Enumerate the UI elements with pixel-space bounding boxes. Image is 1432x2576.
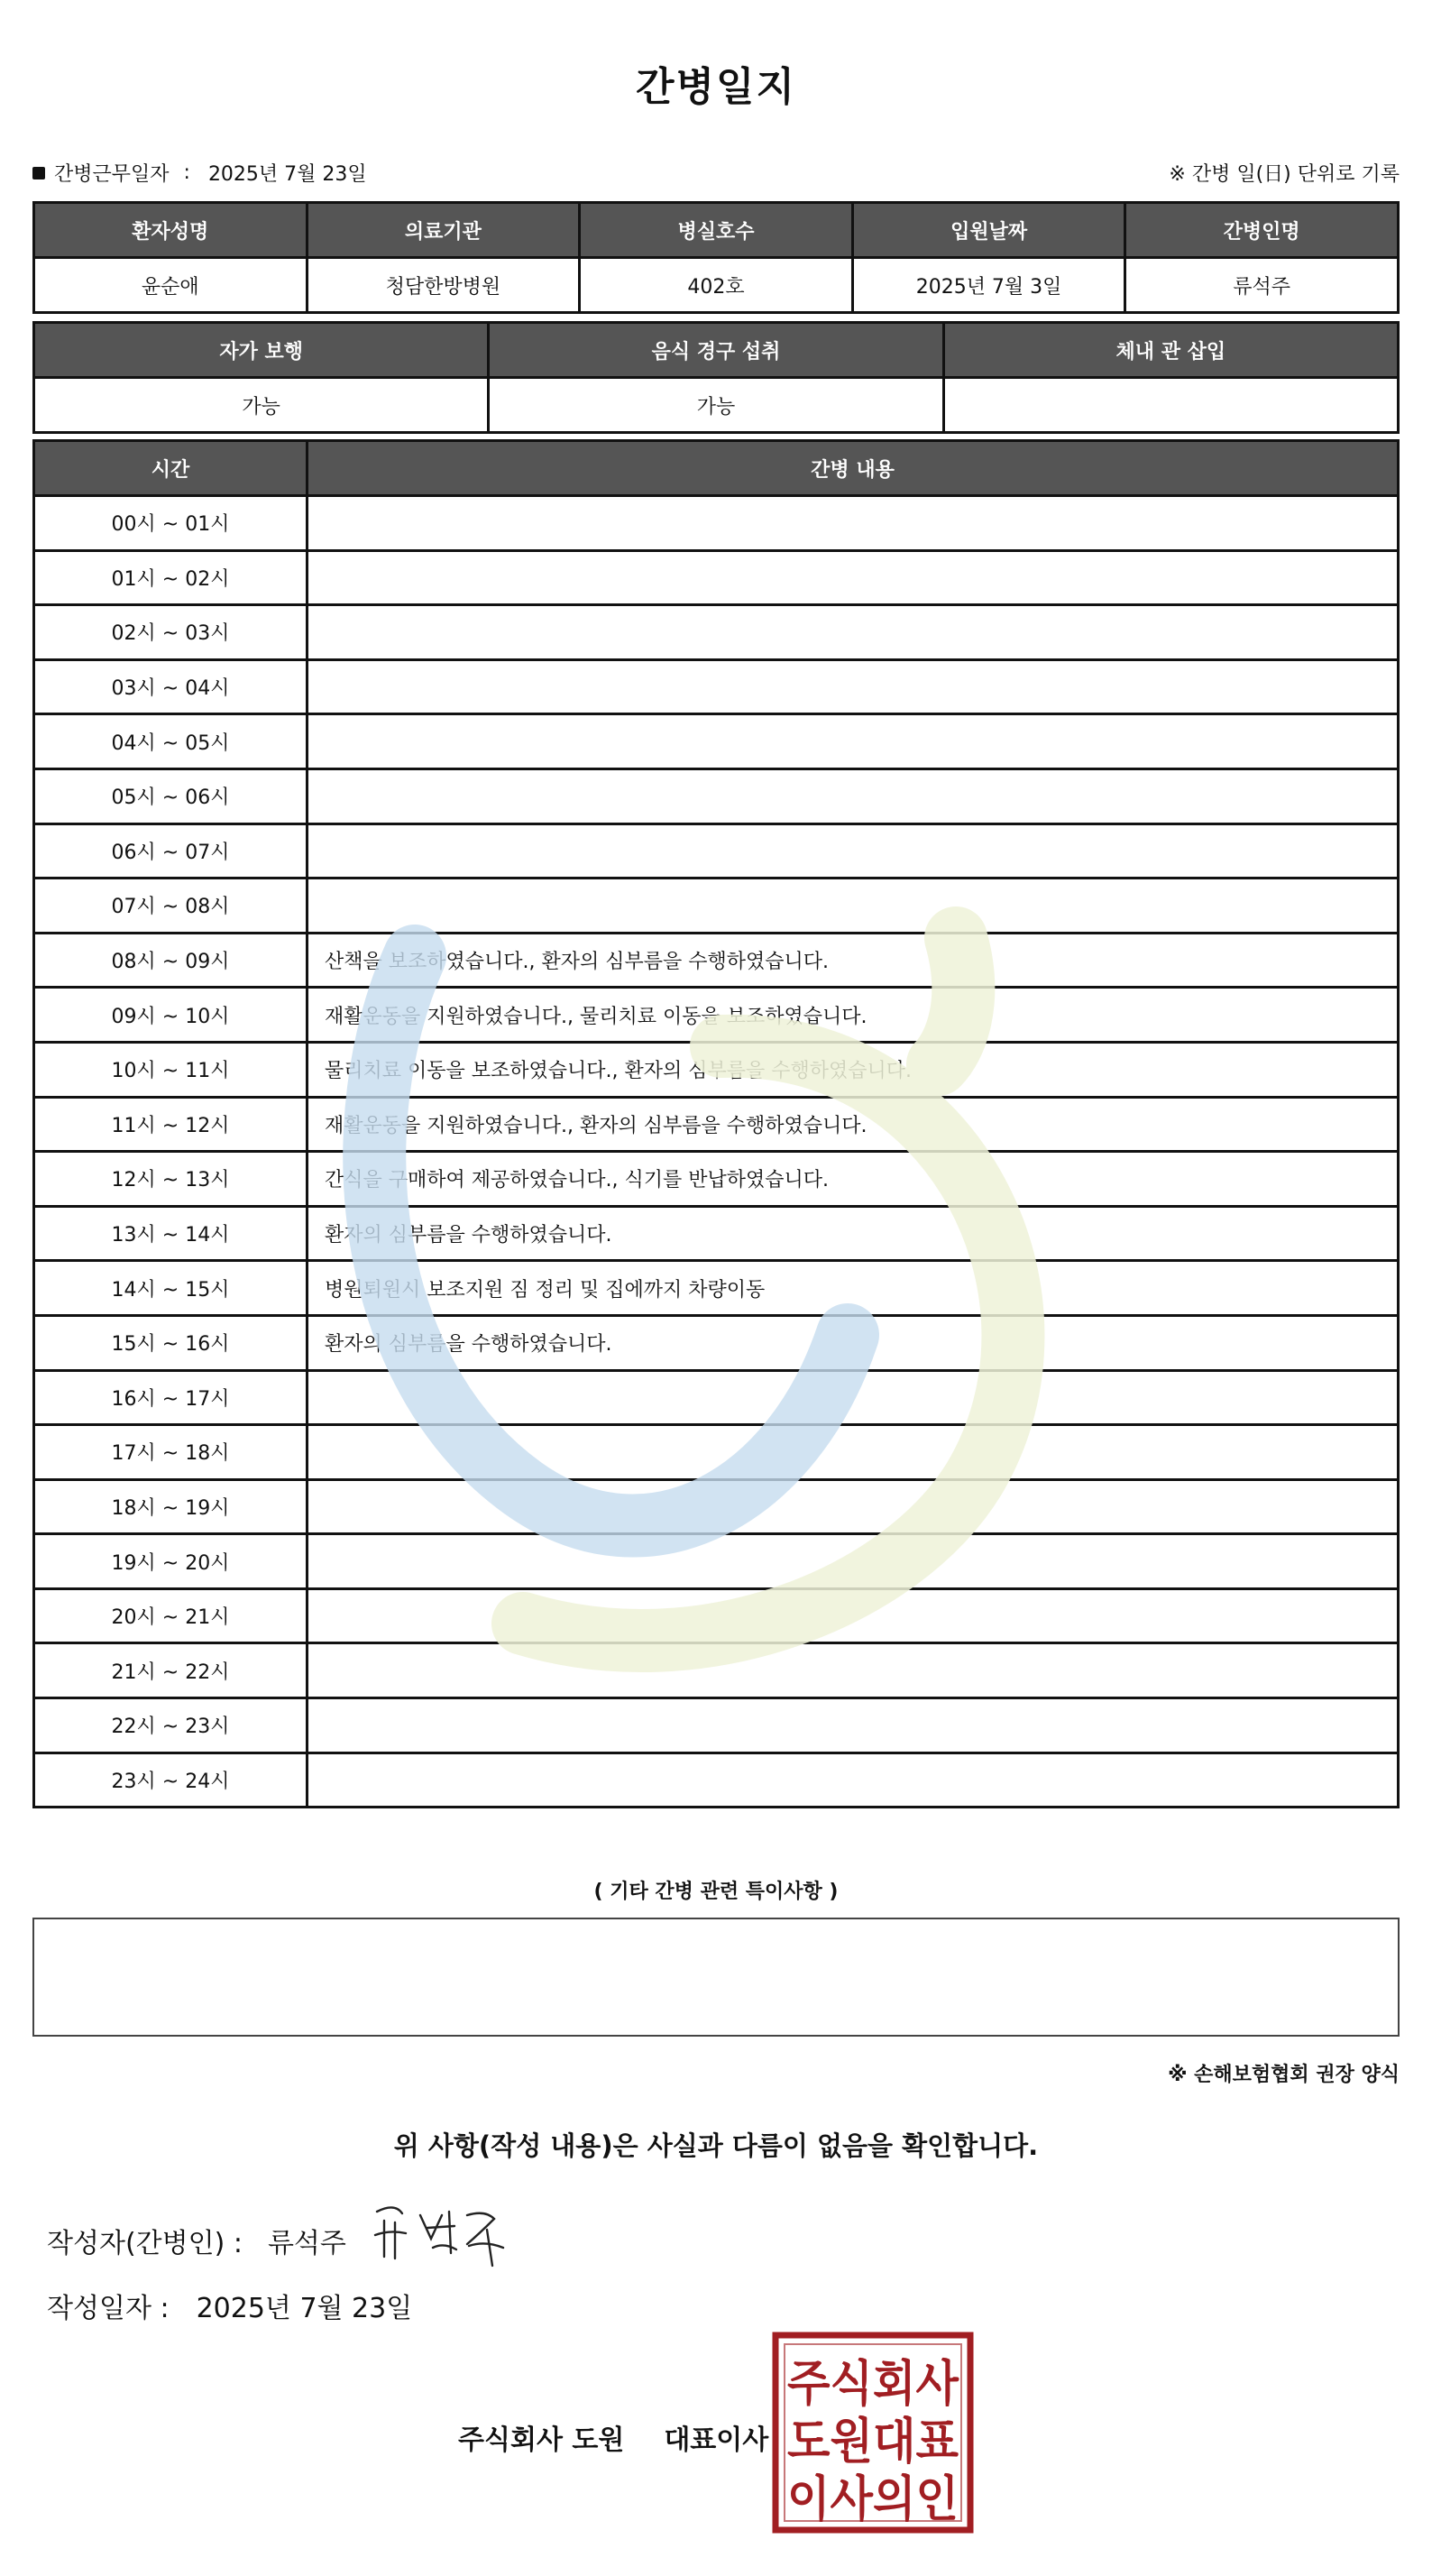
table-row — [34, 879, 1399, 934]
patient-info-header-row — [34, 203, 1399, 258]
care-content-cell — [308, 823, 1399, 879]
time-cell: 13시 ~ 14시 — [34, 1206, 308, 1261]
time-cell: 11시 ~ 12시 — [34, 1097, 308, 1152]
care-content-cell: 재활운동을 지원하였습니다., 환자의 심부름을 수행하였습니다. — [308, 1097, 1399, 1152]
time-cell: 00시 ~ 01시 — [34, 496, 308, 551]
time-cell: 22시 ~ 23시 — [34, 1698, 308, 1753]
company-line — [458, 2417, 768, 2457]
time-cell: 20시 ~ 21시 — [34, 1588, 308, 1643]
care-content-cell — [308, 714, 1399, 769]
time-cell: 04시 ~ 05시 — [34, 714, 308, 769]
table-row — [34, 605, 1399, 660]
time-cell: 06시 ~ 07시 — [34, 823, 308, 879]
time-cell: 10시 ~ 11시 — [34, 1042, 308, 1097]
table-row — [34, 768, 1399, 823]
care-content-cell — [308, 1534, 1399, 1589]
tube-insertion-value — [943, 378, 1398, 433]
company-name: 주식회사 도원 — [458, 2424, 625, 2456]
status-header-row — [34, 323, 1399, 378]
header-tube-insertion: 체내 관 삽입 — [943, 323, 1398, 378]
header-care-content: 간병 내용 — [308, 441, 1399, 496]
confirmation-statement: 위 사항(작성 내용)은 사실과 다름이 없음을 확인합니다. — [393, 2130, 1039, 2161]
header-time: 시간 — [34, 441, 308, 496]
table-row — [34, 1698, 1399, 1753]
written-date-line — [47, 2286, 412, 2325]
header-patient-name: 환자성명 — [34, 203, 308, 258]
care-content-cell — [308, 550, 1399, 605]
meta-row — [32, 159, 1400, 188]
table-row — [34, 988, 1399, 1043]
seal-text-line-3: 이사의인 — [787, 2470, 959, 2527]
time-cell: 08시 ~ 09시 — [34, 933, 308, 988]
table-row — [34, 1315, 1399, 1370]
time-cell: 18시 ~ 19시 — [34, 1479, 308, 1534]
table-row — [34, 1370, 1399, 1425]
patient-name-value: 윤순애 — [34, 258, 308, 313]
ceo-label: 대표이사 — [664, 2424, 769, 2456]
time-cell: 12시 ~ 13시 — [34, 1152, 308, 1207]
admission-date-value: 2025년 7월 3일 — [852, 258, 1125, 313]
table-row — [34, 1425, 1399, 1480]
care-content-cell — [308, 1753, 1399, 1808]
care-content-cell: 병원퇴원시 보조지원 짐 정리 및 집에까지 차량이동 — [308, 1261, 1399, 1316]
table-row — [34, 550, 1399, 605]
table-row — [34, 1588, 1399, 1643]
form-source-note: ※ 손해보험협회 권장 양식 — [1168, 2064, 1400, 2086]
header-admission-date: 입원날짜 — [852, 203, 1125, 258]
room-number-value: 402호 — [580, 258, 853, 313]
time-cell: 19시 ~ 20시 — [34, 1534, 308, 1589]
table-row — [34, 1097, 1399, 1152]
table-row — [34, 714, 1399, 769]
special-notes-box — [32, 1918, 1400, 2037]
care-content-cell — [308, 1643, 1399, 1698]
care-content-cell — [308, 1425, 1399, 1480]
care-log-header-row — [34, 441, 1399, 496]
self-walking-value: 가능 — [34, 378, 489, 433]
header-room-number: 병실호수 — [580, 203, 853, 258]
oral-intake-value: 가능 — [489, 378, 943, 433]
seal-text-line-1: 주식회사 — [787, 2355, 959, 2412]
care-content-cell — [308, 768, 1399, 823]
table-row — [34, 1152, 1399, 1207]
time-cell: 05시 ~ 06시 — [34, 768, 308, 823]
time-cell: 01시 ~ 02시 — [34, 550, 308, 605]
work-date-group — [32, 159, 367, 187]
special-notes-title: ( 기타 간병 관련 특이사항 ) — [593, 1881, 839, 1903]
time-cell: 16시 ~ 17시 — [34, 1370, 308, 1425]
table-row — [34, 823, 1399, 879]
time-cell: 14시 ~ 15시 — [34, 1261, 308, 1316]
care-log-body — [34, 496, 1399, 1808]
care-content-cell: 재활운동을 지원하였습니다., 물리치료 이동을 보조하였습니다. — [308, 988, 1399, 1043]
header-hospital: 의료기관 — [307, 203, 580, 258]
table-row — [34, 659, 1399, 714]
table-row — [34, 1753, 1399, 1808]
work-date-colon: : — [183, 161, 190, 184]
table-row — [34, 1479, 1399, 1534]
patient-info-value-row — [34, 258, 1399, 313]
care-content-cell — [308, 605, 1399, 660]
care-content-cell: 환자의 심부름을 수행하였습니다. — [308, 1315, 1399, 1370]
care-content-cell: 산책을 보조하였습니다., 환자의 심부름을 수행하였습니다. — [308, 933, 1399, 988]
bullet-square-icon — [32, 167, 45, 179]
handwritten-signature — [368, 2194, 512, 2269]
time-cell: 15시 ~ 16시 — [34, 1315, 308, 1370]
header-self-walking: 자가 보행 — [34, 323, 489, 378]
work-date-label: 간병근무일자 — [54, 163, 170, 186]
company-seal — [772, 2332, 974, 2534]
time-cell: 23시 ~ 24시 — [34, 1753, 308, 1808]
care-content-cell — [308, 1698, 1399, 1753]
header-caregiver-name: 간병인명 — [1125, 203, 1399, 258]
patient-info-table — [32, 201, 1400, 314]
seal-text-line-2: 도원대표 — [787, 2413, 959, 2470]
hospital-value: 청담한방병원 — [307, 258, 580, 313]
table-row — [34, 1643, 1399, 1698]
written-date-value: 2025년 7월 23일 — [196, 2293, 413, 2324]
care-content-cell — [308, 1588, 1399, 1643]
care-content-cell — [308, 879, 1399, 934]
caregiver-name-value: 류석주 — [1125, 258, 1399, 313]
status-value-row — [34, 378, 1399, 433]
time-cell: 21시 ~ 22시 — [34, 1643, 308, 1698]
table-row — [34, 496, 1399, 551]
time-cell: 02시 ~ 03시 — [34, 605, 308, 660]
table-row — [34, 1042, 1399, 1097]
writer-line — [47, 2221, 346, 2260]
care-log-table — [32, 439, 1400, 1808]
writer-name: 류석주 — [267, 2228, 346, 2259]
writer-label: 작성자(간병인) : — [47, 2228, 243, 2259]
care-content-cell — [308, 1370, 1399, 1425]
table-row — [34, 1261, 1399, 1316]
care-content-cell: 환자의 심부름을 수행하였습니다. — [308, 1206, 1399, 1261]
time-cell: 07시 ~ 08시 — [34, 879, 308, 934]
work-date-value: 2025년 7월 23일 — [207, 163, 367, 186]
care-content-cell — [308, 1479, 1399, 1534]
written-date-label: 작성일자 : — [47, 2293, 170, 2324]
time-cell: 17시 ~ 18시 — [34, 1425, 308, 1480]
care-content-cell: 물리치료 이동을 보조하였습니다., 환자의 심부름을 수행하였습니다. — [308, 1042, 1399, 1097]
time-cell: 09시 ~ 10시 — [34, 988, 308, 1043]
patient-status-table — [32, 321, 1400, 434]
time-cell: 03시 ~ 04시 — [34, 659, 308, 714]
table-row — [34, 1534, 1399, 1589]
care-content-cell: 간식을 구매하여 제공하였습니다., 식기를 반납하였습니다. — [308, 1152, 1399, 1207]
table-row — [34, 933, 1399, 988]
table-row — [34, 1206, 1399, 1261]
care-content-cell — [308, 659, 1399, 714]
record-unit-note: ※ 간병 일(日) 단위로 기록 — [1169, 163, 1400, 186]
header-oral-intake: 음식 경구 섭취 — [489, 323, 943, 378]
care-content-cell — [308, 496, 1399, 551]
document-title: 간병일지 — [635, 64, 796, 110]
